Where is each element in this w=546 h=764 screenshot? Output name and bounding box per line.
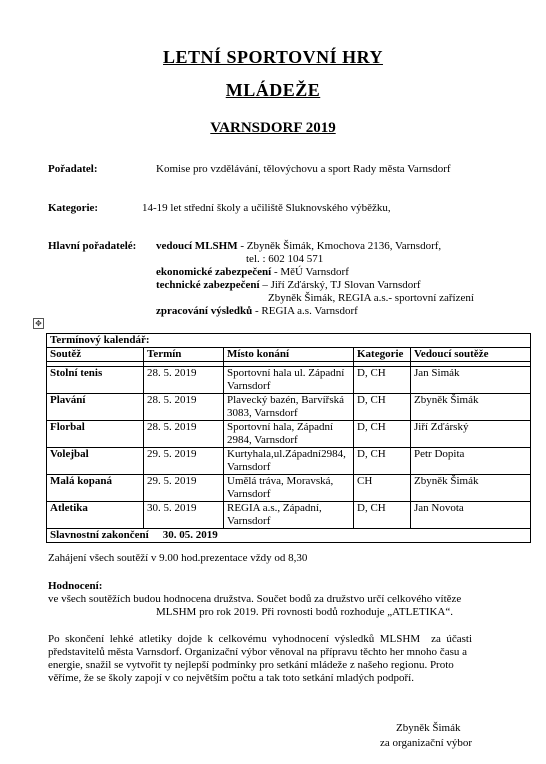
row-place: Sportovní hala ul. Západní Varnsdorf	[224, 367, 354, 394]
tech-line	[156, 279, 421, 291]
closing-ceremony-cell	[47, 529, 531, 543]
row-place: Sportovní hala, Západní 2984, Varnsdorf	[224, 421, 354, 448]
vedouci-label: vedoucí MLSHM	[156, 240, 238, 252]
kategorie-value: 14-19 let střední školy a učiliště Sluknovského výběžku,	[142, 202, 391, 214]
table-row	[47, 448, 531, 475]
hodnoceni-label: Hodnocení:	[48, 580, 103, 592]
header-kategorie: Kategorie	[354, 348, 411, 362]
kategorie-label: Kategorie:	[48, 202, 99, 214]
schedule-caption-row	[47, 334, 531, 348]
vedouci-value: - Zbyněk Šimák, Kmochova 2136, Varnsdorf,	[237, 240, 442, 252]
title-line-2: MLÁDEŽE	[225, 80, 321, 100]
closing-paragraph-line-1: Po skončení lehké atletiky dojde k celkovému vyhodnocení výsledků MLSHM za účasti	[48, 633, 473, 645]
row-category: CH	[354, 475, 411, 502]
title-line-1: LETNÍ SPORTOVNÍ HRY	[163, 47, 383, 67]
row-place: REGIA a.s., Západní, Varnsdorf	[224, 502, 354, 529]
row-sport: Plavání	[47, 394, 144, 421]
row-date: 29. 5. 2019	[144, 448, 224, 475]
subtitle: VARNSDORF 2019	[210, 120, 336, 136]
row-sport: Stolní tenis	[47, 367, 144, 394]
closing-paragraph-line-4: věříme, že se školy zapojí v co největším počtu a tak toto setkání mladých podpoří.	[48, 672, 414, 684]
row-place: Plavecký bazén, Barvířská 3083, Varnsdorf	[224, 394, 354, 421]
header-misto: Místo konání	[224, 348, 354, 362]
vedouci-line	[156, 240, 441, 252]
schedule-header-row	[47, 348, 531, 362]
closing-paragraph-line-2: představitelů města Varnsdorf. Organizační výbor věnoval na přípravu těchto her mnoho času a	[48, 646, 467, 658]
row-category: D, CH	[354, 421, 411, 448]
hlavni-label: Hlavní pořadatelé:	[48, 240, 137, 252]
row-place: Kurtyhala,ul.Západní2984, Varnsdorf	[224, 448, 354, 475]
row-category: D, CH	[354, 502, 411, 529]
header-termin: Termín	[144, 348, 224, 362]
row-lead: Jan Novota	[411, 502, 531, 529]
schedule-table	[46, 333, 531, 543]
row-sport: Florbal	[47, 421, 144, 448]
row-lead: Jan Simák	[411, 367, 531, 394]
row-date: 29. 5. 2019	[144, 475, 224, 502]
row-lead: Zbyněk Šimák	[411, 394, 531, 421]
table-row	[47, 475, 531, 502]
closing-paragraph-line-3: energie, snažil se vytvořit ty nejlepší podmínky pro setkání mládeže z našeho regionu. Proto	[48, 659, 454, 671]
zprac-label: zpracování výsledků	[156, 305, 253, 317]
row-date: 28. 5. 2019	[144, 394, 224, 421]
zprac-value: - REGIA a.s. Varnsdorf	[252, 305, 358, 317]
ekon-value: - MěÚ Varnsdorf	[271, 266, 349, 278]
signature-name: Zbyněk Šimák	[396, 722, 461, 734]
row-sport: Malá kopaná	[47, 475, 144, 502]
row-sport: Atletika	[47, 502, 144, 529]
ekon-label: ekonomické zabezpečení	[156, 266, 272, 278]
tel-line: tel. : 602 104 571	[246, 253, 324, 265]
row-date: 28. 5. 2019	[144, 367, 224, 394]
header-vedouci: Vedoucí soutěže	[411, 348, 531, 362]
schedule-caption: Termínový kalendář:	[47, 334, 531, 348]
table-row	[47, 421, 531, 448]
header-soutez: Soutěž	[47, 348, 144, 362]
row-lead: Zbyněk Šimák	[411, 475, 531, 502]
table-move-handle-icon[interactable]: ✥	[33, 318, 44, 329]
tech-value: – Jiří Zďárský, TJ Slovan Varnsdorf	[259, 279, 421, 291]
closing-date: 30. 05. 2019	[162, 529, 218, 541]
row-sport: Volejbal	[47, 448, 144, 475]
tech-line-2: Zbyněk Šimák, REGIA a.s.- sportovní zařízení	[268, 292, 474, 304]
row-lead: Jiří Zďárský	[411, 421, 531, 448]
row-category: D, CH	[354, 367, 411, 394]
closing-label: Slavnostní zakončení	[50, 529, 149, 541]
closing-ceremony-row	[47, 529, 531, 543]
row-place: Umělá tráva, Moravská, Varnsdorf	[224, 475, 354, 502]
table-row	[47, 367, 531, 394]
tech-label: technické zabezpečení	[156, 279, 260, 291]
row-date: 28. 5. 2019	[144, 421, 224, 448]
row-category: D, CH	[354, 394, 411, 421]
row-category: D, CH	[354, 448, 411, 475]
poradatel-value: Komise pro vzdělávání, tělovýchovu a sport Rady města Varnsdorf	[156, 163, 451, 175]
row-date: 30. 5. 2019	[144, 502, 224, 529]
poradatel-label: Pořadatel:	[48, 163, 98, 175]
start-note: Zahájení všech soutěží v 9.00 hod.prezentace vždy od 8,30	[48, 552, 308, 564]
hodnoceni-line-1: ve všech soutěžích budou hodnocena družstva. Součet bodů za družstvo určí celkového vítěze	[48, 593, 462, 605]
zprac-line	[156, 305, 358, 317]
signature-role: za organizační výbor	[380, 737, 473, 749]
ekon-line	[156, 266, 349, 278]
row-lead: Petr Dopita	[411, 448, 531, 475]
table-row	[47, 394, 531, 421]
table-row	[47, 502, 531, 529]
hodnoceni-line-2: MLSHM pro rok 2019. Při rovnosti bodů rozhoduje „ATLETIKA“.	[156, 606, 453, 618]
